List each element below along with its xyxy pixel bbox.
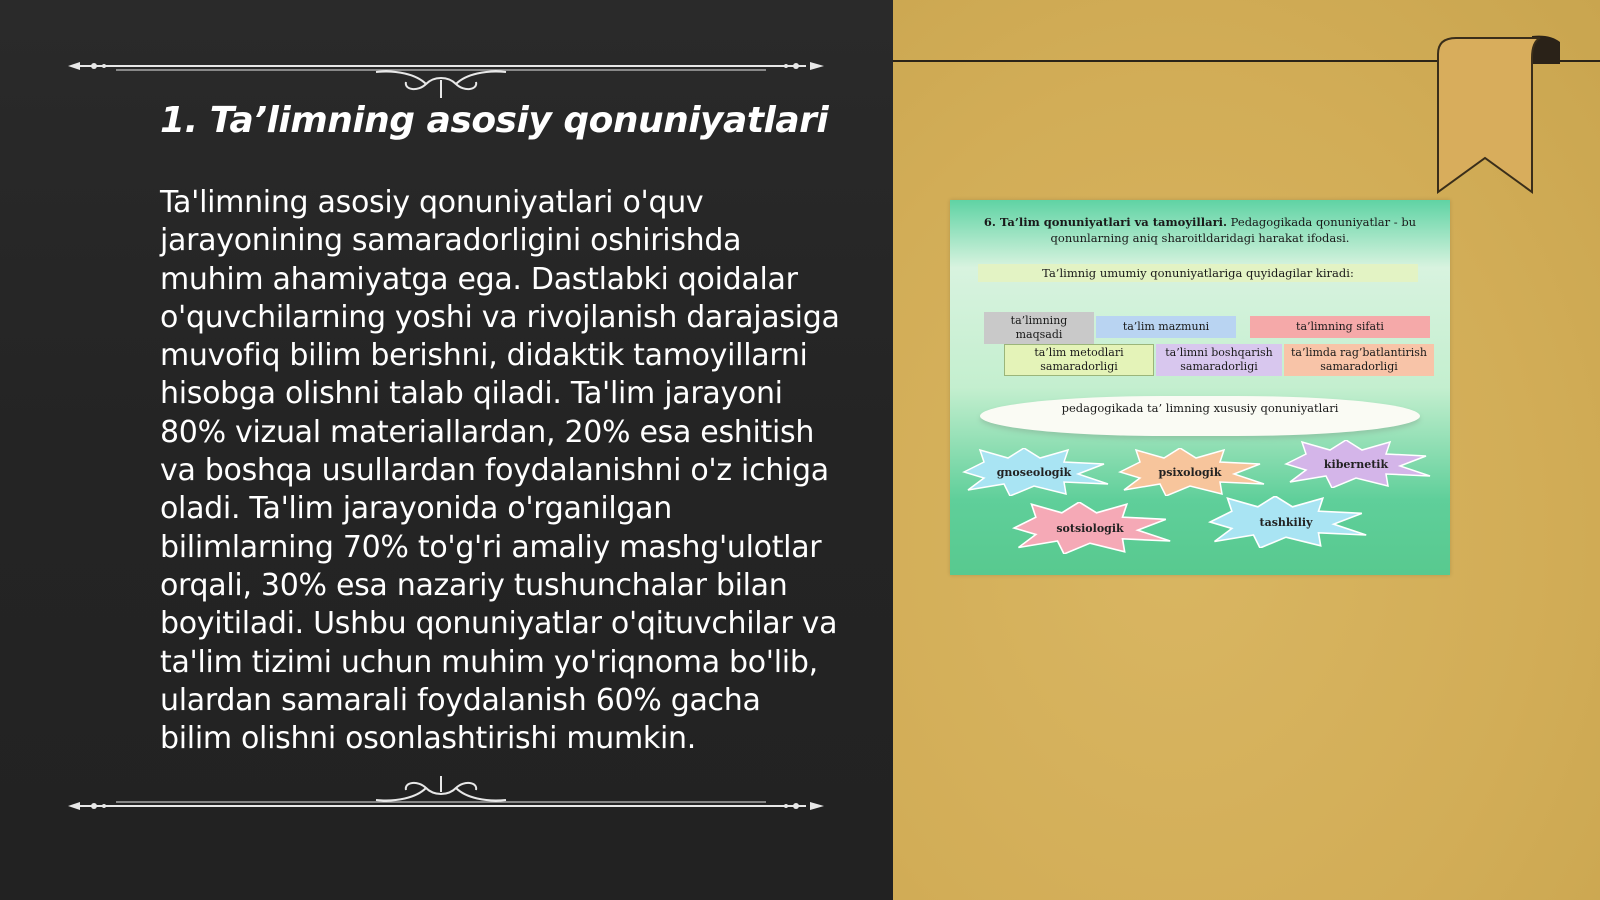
diagram-burst-gnoseologik-label: gnoseologik <box>996 466 1072 479</box>
diagram-general-laws-bar: Ta’limnig umumiy qonuniyatlariga quyidagilar kiradi: <box>978 264 1418 282</box>
slide-body-text: Ta'limning asosiy qonuniyatlari o'quv jarayonining samaradorligini oshirishda muhim ahamiyatga ega. Dastlabki qoidalar o'quvchilarning yoshi va rivojlanish darajasiga muvofiq bilim berishni, didaktik tamoyillarni hisobga olishni talab qiladi. Ta'lim jarayoni 80% vizual materiallardan, 20% esa eshitish va boshqa usullardan foydalanishni o'z ichiga oladi. Ta'lim jarayonida o'rganilgan bilimlarning 70% to'g'ri amaliy mashg'ulotlar orqali, 30% esa nazariy tushunchalar bilan boyitiladi. Ushbu qonuniyatlar o'qituvchilar va ta'lim tizimi uchun muhim yo'riqnoma bo'lib, ulardan samarali foydalanish 60% gacha bilim olishni osonlashtirishi mumkin. <box>160 185 840 757</box>
diagram-header <box>970 214 1430 246</box>
embedded-diagram-image <box>950 200 1450 575</box>
diagram-box-mazmuni: ta’lim mazmuni <box>1096 316 1236 338</box>
diagram-burst-sotsiologik-label: sotsiologik <box>1056 522 1124 535</box>
diagram-box-maqsadi: ta’limning maqsadi <box>984 312 1094 344</box>
slide-title: 1. Ta’limning asosiy qonuniyatlari <box>160 100 829 141</box>
diagram-box-metodlari: ta’lim metodlari samaradorligi <box>1004 344 1154 376</box>
diagram-special-laws-cloud <box>980 396 1420 436</box>
diagram-burst-kibernetik-label: kibernetik <box>1323 458 1389 471</box>
bottom-ornament-divider <box>66 776 826 836</box>
diagram-burst-tashkiliy-label: tashkiliy <box>1259 516 1313 529</box>
diagram-burst-psixologik-label: psixologik <box>1158 466 1222 479</box>
diagram-special-laws-label: pedagogikada ta’ limning xususiy qonuniyatlari <box>1061 401 1339 415</box>
bookmark-ribbon-icon <box>1432 34 1572 204</box>
diagram-box-sifati: ta’limning sifati <box>1250 316 1430 338</box>
diagram-header-bold: 6. Ta’lim qonuniyatlari va tamoyillari. <box>983 215 1228 229</box>
diagram-box-ragbatlantirish: ta’limda rag’batlantirish samaradorligi <box>1284 344 1434 376</box>
diagram-box-boshqarish: ta’limni boshqarish samaradorligi <box>1156 344 1282 376</box>
top-ornament-divider <box>66 40 826 100</box>
diagram-header-text: Pedagogikada qonuniyatlar - bu qonunlarning aniq sharoitldaridagi harakat ifodasi. <box>1050 215 1417 245</box>
